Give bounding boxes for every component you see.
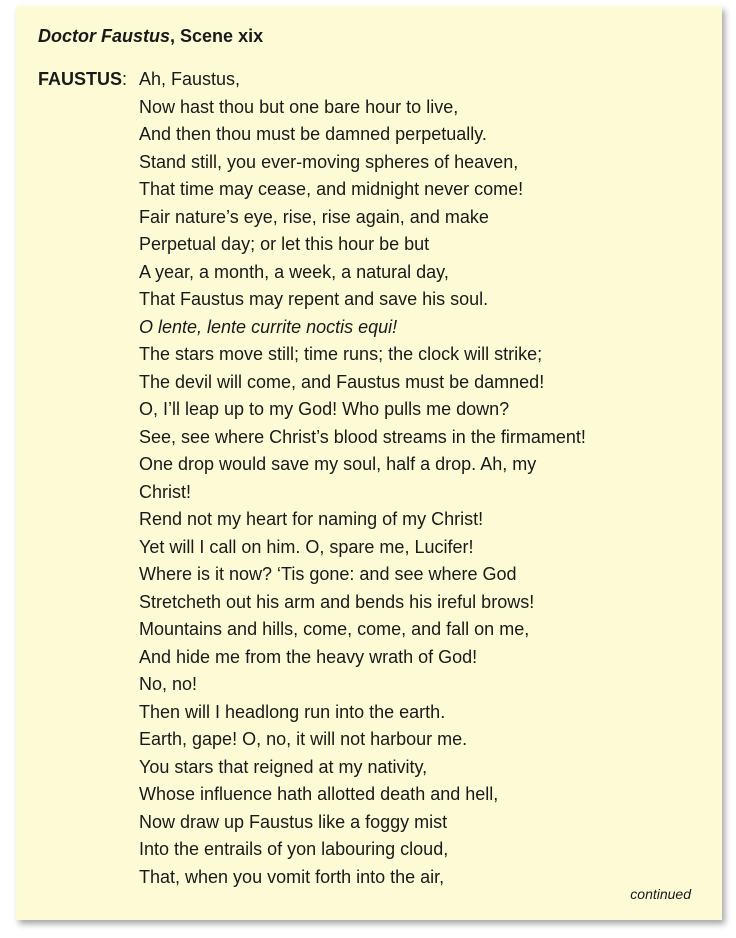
verse-line: The devil will come, and Faustus must be damned! — [139, 371, 545, 392]
verse-line: The stars move still; time runs; the clock will strike; — [139, 344, 543, 364]
verse-line: That Faustus may repent and save his soul. — [139, 289, 489, 309]
verse-line: Fair nature’s eye, rise, rise again, and make — [139, 206, 489, 227]
verse-line: And then thou must be damned perpetually. — [139, 124, 487, 144]
verse-line: Perpetual day; or let this hour be but — [139, 234, 430, 254]
verse-line: O, I’ll leap up to my God! Who pulls me down? — [139, 399, 510, 419]
verse-line: See, see where Christ’s blood streams in the firmament! — [139, 426, 586, 447]
verse-line: Earth, gape! O, no, it will not harbour me. — [139, 729, 468, 749]
verse-lines — [139, 66, 586, 891]
verse-line: A year, a month, a week, a natural day, — [139, 261, 449, 282]
excerpt-heading — [38, 25, 263, 47]
heading-separator: , — [170, 26, 181, 46]
verse-line: O lente, lente currite noctis equi! — [139, 316, 398, 337]
verse-line: Stretcheth out his arm and bends his ireful brows! — [139, 591, 535, 612]
play-title: Doctor Faustus — [38, 26, 171, 46]
verse-line: No, no! — [139, 674, 198, 694]
speaker-name: FAUSTUS — [38, 69, 123, 89]
verse-line: You stars that reigned at my nativity, — [139, 756, 428, 777]
verse-line: Ah, Faustus, — [139, 69, 241, 89]
excerpt-card — [16, 6, 722, 920]
verse-line: And hide me from the heavy wrath of God! — [139, 646, 478, 667]
verse-line: Into the entrails of yon labouring cloud, — [139, 839, 449, 859]
verse-line: That time may cease, and midnight never come! — [139, 179, 524, 199]
verse-line: Where is it now? ‘Tis gone: and see where God — [139, 564, 517, 584]
verse-line: Now draw up Faustus like a foggy mist — [139, 811, 448, 832]
verse-line: Rend not my heart for naming of my Christ! — [139, 509, 484, 529]
verse-line: Then will I headlong run into the earth. — [139, 701, 446, 722]
verse-line: Yet will I call on him. O, spare me, Lucifer! — [139, 536, 474, 557]
verse-line: Whose influence hath allotted death and hell, — [139, 784, 499, 804]
verse-line: That, when you vomit forth into the air, — [139, 866, 445, 887]
speaker-colon: : — [122, 69, 128, 89]
verse-line: Stand still, you ever-moving spheres of heaven, — [139, 151, 519, 172]
verse-line: Now hast thou but one bare hour to live, — [139, 96, 459, 117]
verse-line: Christ! — [139, 481, 192, 502]
speaker-label — [38, 66, 127, 94]
scene-label: Scene xix — [180, 26, 264, 46]
verse-line: One drop would save my soul, half a drop. Ah, my — [139, 454, 537, 474]
verse-line: Mountains and hills, come, come, and fall on me, — [139, 619, 530, 639]
continued-note: continued — [630, 886, 691, 902]
